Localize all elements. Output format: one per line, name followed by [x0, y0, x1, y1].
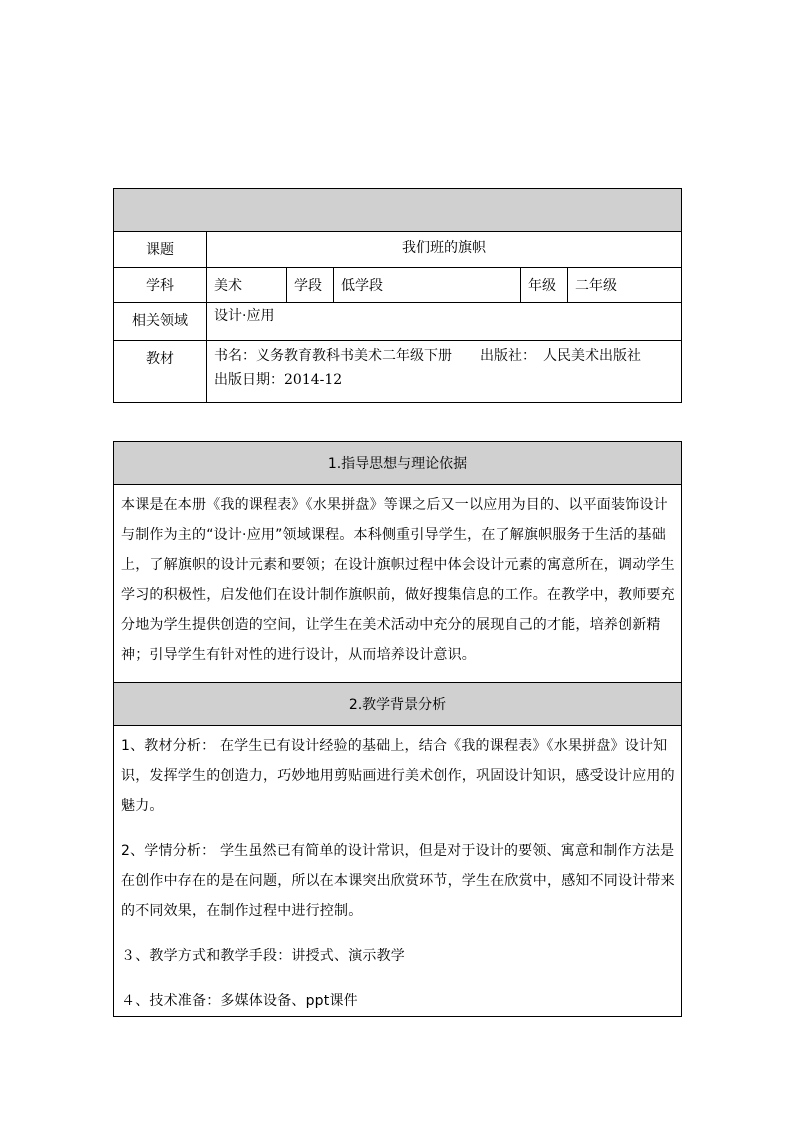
section-1-body-cell: [114, 485, 682, 683]
textbook-line-1: 书名：义务教育教科书美术二年级下册 出版社： 人民美术出版社: [214, 348, 641, 364]
section-2-heading: 2.教学背景分析: [114, 683, 682, 726]
subject-label: 学科: [114, 268, 207, 303]
topic-value: 我们班的旗帜: [207, 232, 682, 268]
course-info-table: [113, 188, 682, 403]
header-bar: [114, 189, 682, 232]
topic-label: 课题: [114, 232, 207, 268]
stage-value: 低学段: [334, 268, 521, 303]
field-value: 设计·应用: [207, 303, 682, 341]
lesson-plan-table: [113, 441, 682, 1017]
section-1-body: 本课是在本册《我的课程表》《水果拼盘》等课之后又一以应用为目的、以平面装饰设计与制作为主的“设计·应用”领域课程。本科侧重引导学生，在了解旗帜服务于生活的基础上，了解旗帜的设计元素和要领；在设计旗帜过程中体会设计元素的寓意所在，调动学生学习的积极性，启发他们在设计制作旗帜前，做好搜集信息的工作。在教学中，教师要充分地为学生提供创造的空间，让学生在美术活动中充分的展现自己的才能，培养创新精神；引导学生有针对性的进行设计，从而培养设计意识。: [121, 497, 675, 663]
grade-value: 二年级: [568, 268, 682, 303]
section-2-item-4: ４、技术准备：多媒体设备、ppt课件: [121, 993, 358, 1009]
section-1-heading: 1.指导思想与理论依据: [114, 442, 682, 485]
section-2-item-3: ３、教学方式和教学手段：讲授式、演示教学: [121, 948, 405, 964]
textbook-line-2: 出版日期：2014-12: [214, 372, 343, 388]
subject-value: 美术: [207, 268, 287, 303]
section-2-body-cell: [114, 726, 682, 1017]
field-label: 相关领域: [114, 303, 207, 341]
section-2-item-2: 2、学情分析： 学生虽然已有简单的设计常识，但是对于设计的要领、寓意和制作方法是在创作中存在的是在问题，所以在本课突出欣赏环节，学生在欣赏中，感知不同设计带来的不同效果，在制作过程中进行控制。: [121, 843, 675, 919]
section-2-item-1: 1、教材分析： 在学生已有设计经验的基础上，结合《我的课程表》《水果拼盘》设计知识，发挥学生的创造力，巧妙地用剪贴画进行美术创作，巩固设计知识，感受设计应用的魅力。: [121, 738, 675, 814]
grade-label: 年级: [521, 268, 568, 303]
textbook-value: [207, 341, 682, 403]
textbook-label: 教材: [114, 341, 207, 403]
stage-label: 学段: [287, 268, 334, 303]
